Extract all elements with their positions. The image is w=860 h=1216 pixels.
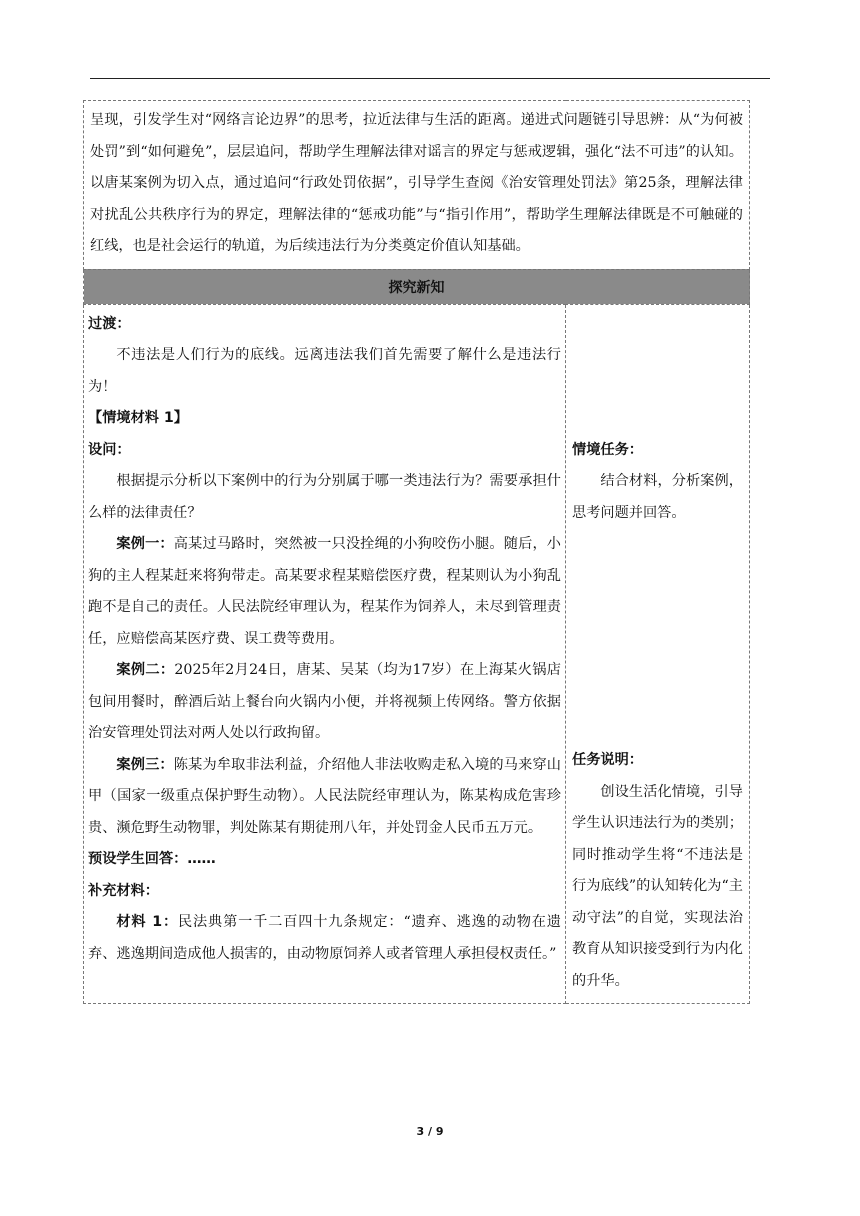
question-text: 根据提示分析以下案例中的行为分别属于哪一类违法行为？需要承担什么样的法律责任？ [88,473,561,521]
task-text: 结合材料，分析案例，思考问题并回答。 [572,473,743,521]
case-label-2: 案例二： [116,662,175,678]
explain-label: 任务说明： [572,752,643,768]
section-band-row [84,269,750,304]
lesson-plan-table [83,100,750,1004]
supplement-material-label: 材料 1： [116,914,178,930]
page-number: 3 / 9 [416,1125,444,1138]
transition-label: 过渡： [88,315,131,332]
supplement-paragraph [88,907,561,970]
intro-paragraph: 呈现，引发学生对“网络言论边界”的思考，拉近法律与生活的距离。递进式问题链引导思辨：从“为何被处罚”到“如何避免”，层层追问，帮助学生理解法律对谣言的界定与惩戒逻辑，强化“法不可违”的认知。以唐某案例为切入点，通过追问“行政处罚依据”，引导学生查阅《治安管理处罚法》第25条，理解法律对扰乱公共秩序行为的界定，理解法律的“惩戒功能”与“指引作用”，帮助学生理解法律既是不可触碰的红线，也是社会运行的轨道，为后续违法行为分类奠定价值认知基础。 [90,112,743,254]
case-paragraph-1 [88,529,561,655]
transition-text: 不违法是人们行为的底线。远离违法我们首先需要了解什么是违法行为！ [88,347,561,395]
intro-cell [84,101,750,270]
case-label-1: 案例一： [116,536,174,552]
header-rule [90,78,770,79]
task-label: 情境任务： [572,441,643,458]
case-text-3: 陈某为牟取非法利益，介绍他人非法收购走私入境的马来穿山甲（国家一级重点保护野生动物）。人民法院经审理认为，陈某构成危害珍贵、濒危野生动物罪，判处陈某有期徒刑八年，并处罚金人民币五万元。 [88,756,561,836]
case-paragraph-2 [88,655,561,750]
supplement-material-text: 民法典第一千二百四十九条规定：“遗弃、逃逸的动物在遗弃、逃逸期间造成他人损害的，由动物原饲养人或者管理人承担侵权责任。” [88,914,561,962]
content-row [84,304,750,1004]
question-label: 设问： [88,441,131,458]
intro-row [84,101,750,270]
supplement-label: 补充材料： [88,882,159,899]
case-paragraph-3 [88,750,561,845]
task-notes-cell [566,304,750,1004]
section-title: 探究新知 [84,269,750,304]
spacer-top [572,309,743,435]
material-heading: 【情境材料 1】 [88,410,188,426]
teaching-process-cell [84,304,566,1004]
case-text-1: 高某过马路时，突然被一只没拴绳的小狗咬伤小腿。随后，小狗的主人程某赶来将狗带走。高某要求程某赔偿医疗费，程某则认为小狗乱跑不是自己的责任。人民法院经审理认为，程某作为饲养人，未尽到管理责任，应赔偿高某医疗费、误工费等费用。 [88,536,561,647]
preset-answer: 预设学生回答：…… [88,851,216,867]
explain-text: 创设生活化情境，引导学生认识违法行为的类别；同时推动学生将“不违法是行为底线”的认知转化为“主动守法”的自觉，实现法治教育从知识接受到行为内化的升华。 [572,783,743,989]
case-label-3: 案例三： [116,756,174,773]
spacer-middle [572,529,743,745]
case-text-2: 2025年2月24日，唐某、吴某（均为17岁）在上海某火锅店包间用餐时，醉酒后站上餐台向火锅内小便，并将视频上传网络。警方依据治安管理处罚法对两人处以行政拘留。 [88,662,561,741]
